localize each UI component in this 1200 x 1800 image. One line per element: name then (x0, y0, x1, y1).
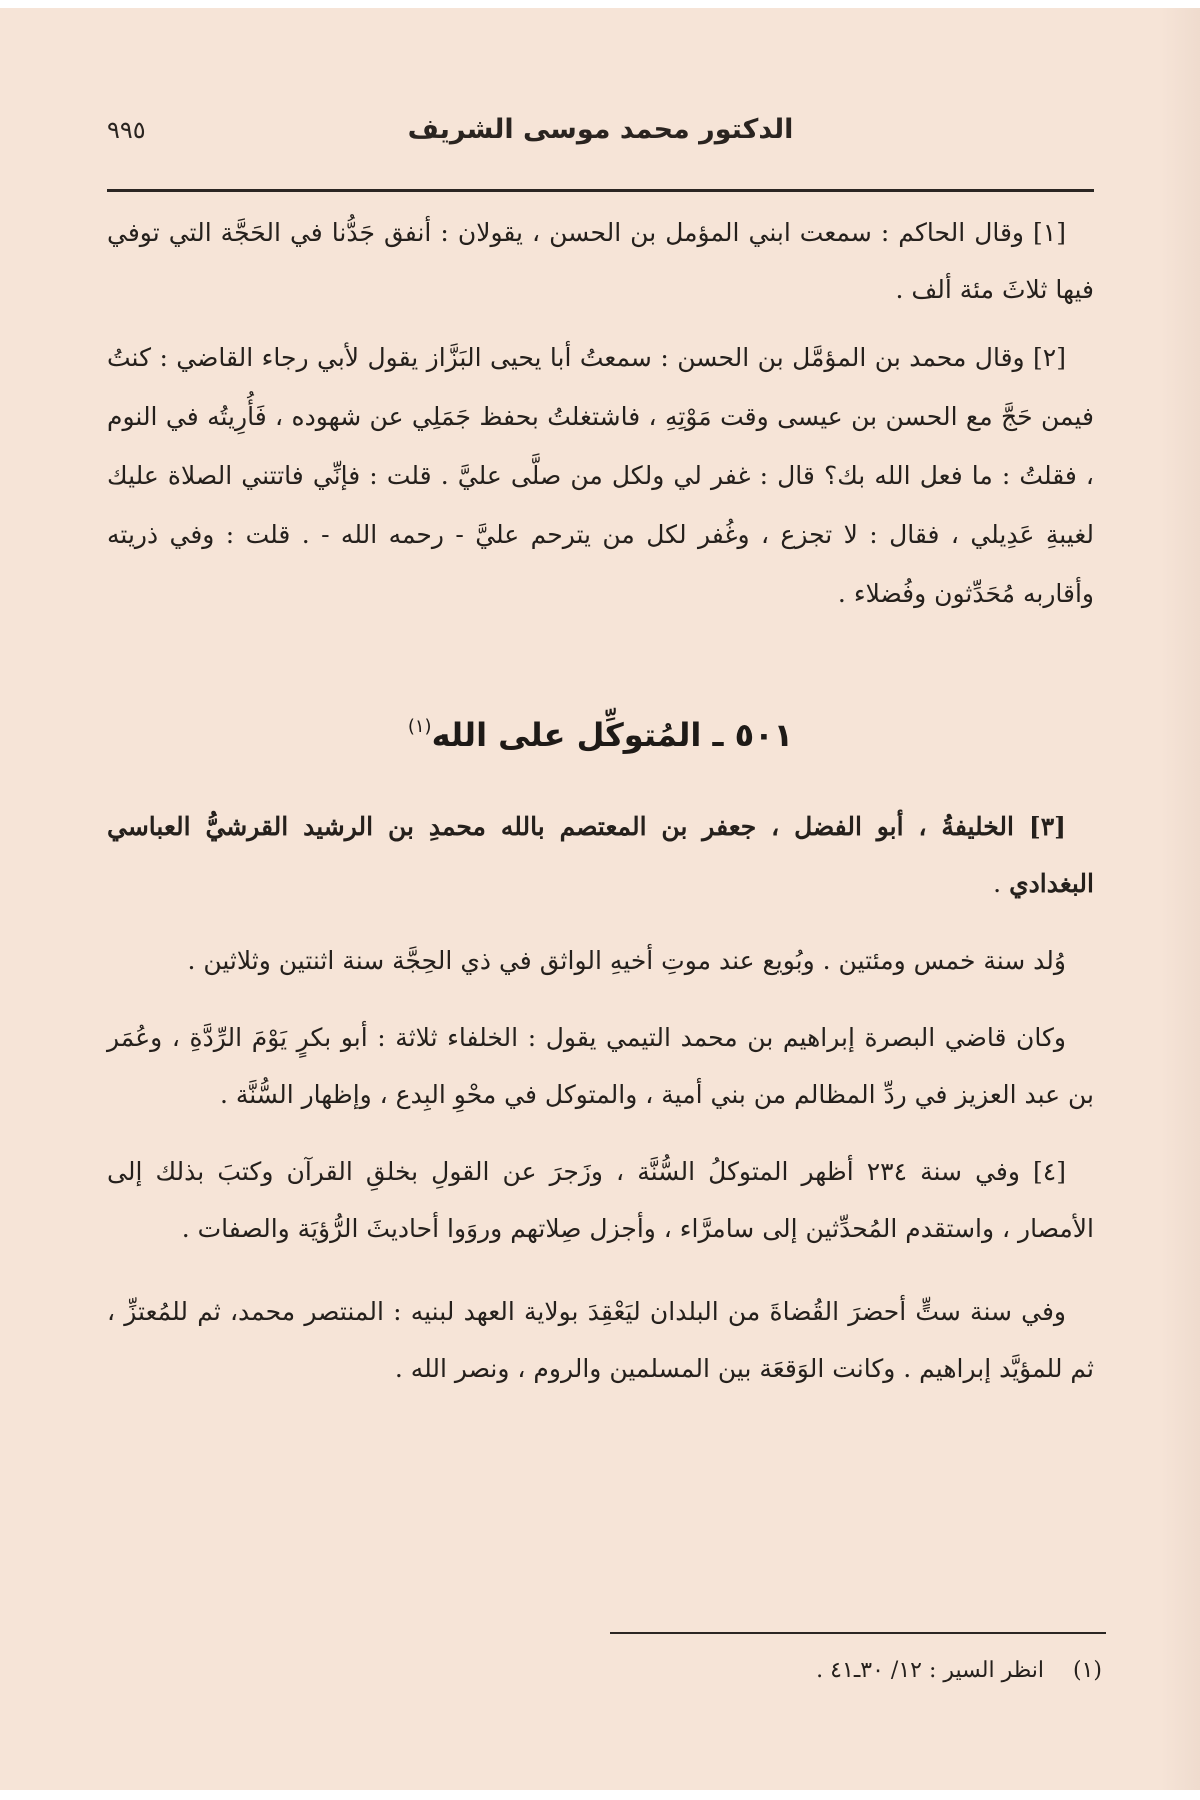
paragraph-3-tail: . (993, 869, 1010, 898)
entry-heading (107, 716, 1094, 754)
page-number: ٩٩٥ (107, 116, 146, 144)
book-page (0, 8, 1200, 1790)
paragraph-7: وفي سنة ستٍّ أحضرَ القُضاةَ من البلدان ليَعْقِدَ بولاية العهد لبنيه : المنتصر محمد، ثم للمُعتزِّ ، ثم للمؤيَّد إبراهيم . وكانت الوَقعَة بين المسلمين والروم ، ونصر الله . (107, 1297, 1094, 1383)
entry-separator: ـ (712, 716, 724, 754)
paragraph-6: [٤] وفي سنة ٢٣٤ أظهر المتوكلُ السُّنَّة ، وزَجرَ عن القولِ بخلقِ القرآن وكتبَ بذلك إلى الأمصار ، واستقدم المُحدِّثين إلى سامرَّاء ، وأجزل صِلاتهم وروَوا أحاديثَ الرُّؤيَة والصفات . (107, 1157, 1094, 1243)
paragraph-3-lead: [٣] الخليفةُ ، أبو الفضل ، جعفر بن المعتصم بالله محمدِ بن الرشيد القرشيُّ العباسي البغدادي (107, 812, 1094, 898)
paragraph-3 (107, 798, 1094, 912)
text-block-before-section (107, 204, 1094, 623)
footnote-text: انظر السير : ١٢/ ٣٠ـ٤١ . (816, 1658, 1044, 1683)
page-header (107, 108, 1094, 168)
paragraph-5: وكان قاضي البصرة إبراهيم بن محمد التيمي يقول : الخلفاء ثلاثة : أبو بكرٍ يَوْمَ الرِّدَّةِ ، وعُمَر بن عبد العزيز في ردِّ المظالم من بني أمية ، والمتوكل في محْوِ البِدع ، وإظهار السُّنَّة . (107, 1023, 1094, 1109)
paragraph-2: [٢] وقال محمد بن المؤمَّل بن الحسن : سمعتُ أبا يحيى البَزَّاز يقول لأبي رجاء القاضي : كنتُ فيمن حَجَّ مع الحسن بن عيسى وقت مَوْتِهِ ، فاشتغلتُ بحفظ جَمَلِي عن شهوده ، فَأُرِيتُه في النوم ، فقلتُ : ما فعل الله بك؟ قال : غفر لي ولكل من صلَّى عليَّ . قلت : فإنِّي فاتتني الصلاة عليك لغيبةِ عَدِيلي ، فقال : لا تجزع ، وغُفر لكل من يترحم عليَّ - رحمه الله - . قلت : وفي ذريته وأقاربه مُحَدِّثون وفُضلاء . (107, 343, 1094, 608)
entry-number: ٥٠١ (734, 716, 794, 754)
header-rule (107, 189, 1094, 192)
text-block-after-section (107, 798, 1094, 1397)
footnote-1 (107, 1658, 1102, 1683)
paragraph-4: وُلد سنة خمس ومئتين . وبُويع عند موتِ أخيهِ الواثق في ذي الحِجَّة سنة اثنتين وثلاثين . (187, 946, 1066, 975)
entry-title: المُتوكِّل على الله (431, 716, 702, 754)
footnote-rule (610, 1632, 1106, 1634)
running-title: الدكتور محمد موسى الشريف (407, 114, 794, 145)
footnote-marker: (١) (1072, 1658, 1102, 1683)
footnote-reference[interactable]: (١) (407, 716, 432, 737)
paragraph-1: [١] وقال الحاكم : سمعت ابني المؤمل بن الحسن ، يقولان : أنفق جَدُّنا في الحَجَّة التي توفي فيها ثلاثَ مئة ألف . (107, 218, 1094, 304)
